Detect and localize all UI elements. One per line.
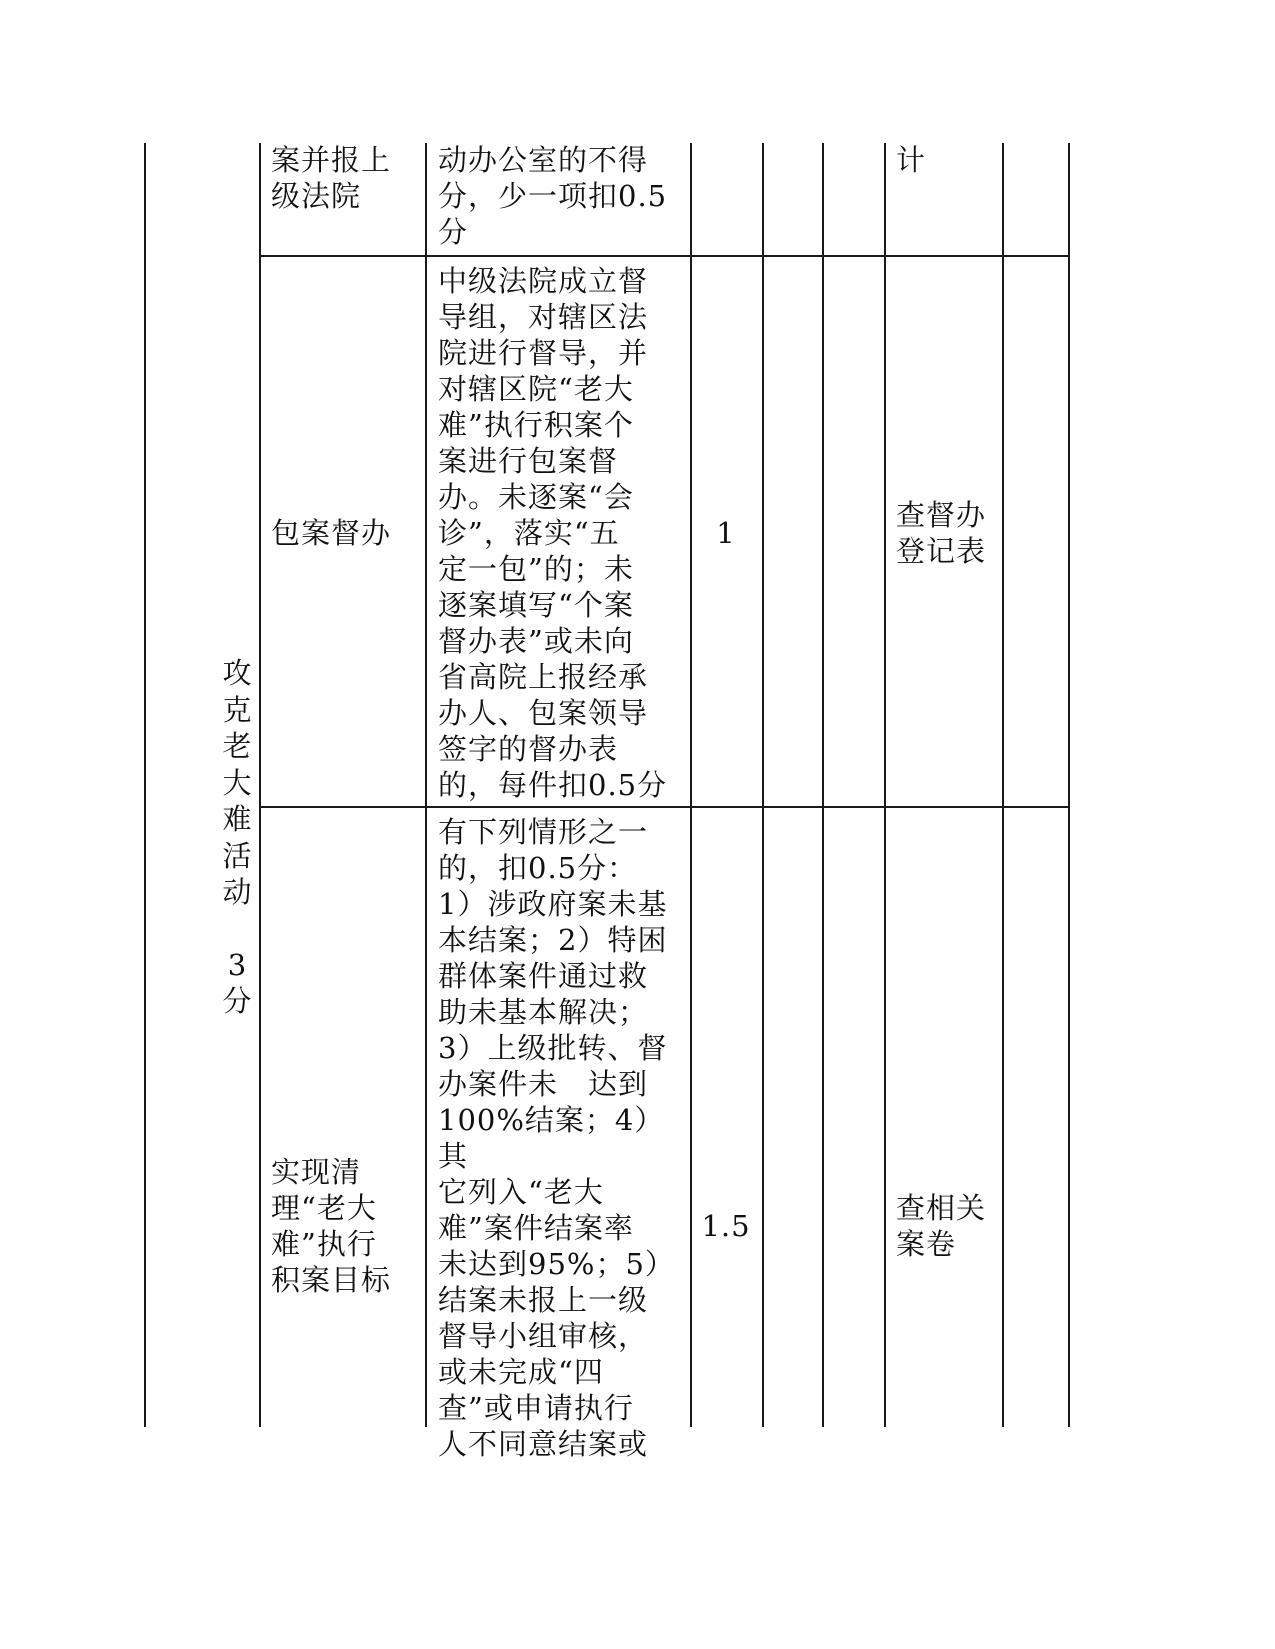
row-divider-2	[259, 806, 1070, 808]
table-border-right	[1068, 143, 1070, 1427]
table-divider-col4	[762, 143, 764, 1427]
row1-score: 1	[716, 516, 736, 550]
category-char-spacer	[212, 911, 262, 947]
category-char: 攻	[222, 656, 252, 690]
row2-method: 查相关 案卷	[896, 1191, 987, 1261]
row0-method: 计	[896, 143, 927, 177]
category-label	[212, 655, 262, 1020]
category-score-number: 3	[227, 947, 247, 982]
row2-item: 实现清 理“老大 难”执行 积案目标	[271, 1155, 392, 1297]
category-char: 难	[222, 802, 252, 836]
row1-criteria: 中级法院成立督 导组，对辖区法 院进行督导，并 对辖区院“老大 难”执行积案个 案进行包案督 办。未逐案“会 诊”，落实“五 定一包”的；未 逐案填写“个案 督办表”或未向 省高院上报经承 办人、包案领导 签字的督办表 的，每件扣0.5分	[438, 264, 668, 802]
category-char: 活	[222, 838, 252, 873]
category-char: 克	[222, 692, 252, 727]
row-divider-1	[259, 255, 1070, 257]
row0-criteria: 动办公室的不得 分，少一项扣0.5 分	[438, 143, 668, 249]
row2-score: 1.5	[701, 1209, 751, 1243]
row2-criteria: 有下列情形之一 的，扣0.5分： 1）涉政府案未基 本结案；2）特困 群体案件通过救 助未基本解决； 3）上级批转、督 办案件未 达到 100%结案；4）其 它列入“老大 难”案件结案率 未达到95%；5） 结案未报上一级 督导小组审核， 或未完成“四 查”或申请执行 人不同意结案或	[438, 815, 675, 1461]
table-border-left	[144, 143, 146, 1427]
table-divider-col7	[1002, 143, 1004, 1427]
row1-item: 包案督办	[271, 516, 392, 550]
table-divider-col5	[822, 143, 824, 1427]
row1-method: 查督办 登记表	[896, 498, 987, 568]
category-char: 大	[222, 765, 252, 800]
category-char: 动	[222, 875, 252, 909]
category-char: 老	[222, 729, 252, 763]
category-score-unit: 分	[222, 984, 252, 1018]
table-divider-col2	[425, 143, 427, 1427]
row0-item: 案并报上 级法院	[271, 143, 392, 213]
table-divider-col6	[884, 143, 886, 1427]
